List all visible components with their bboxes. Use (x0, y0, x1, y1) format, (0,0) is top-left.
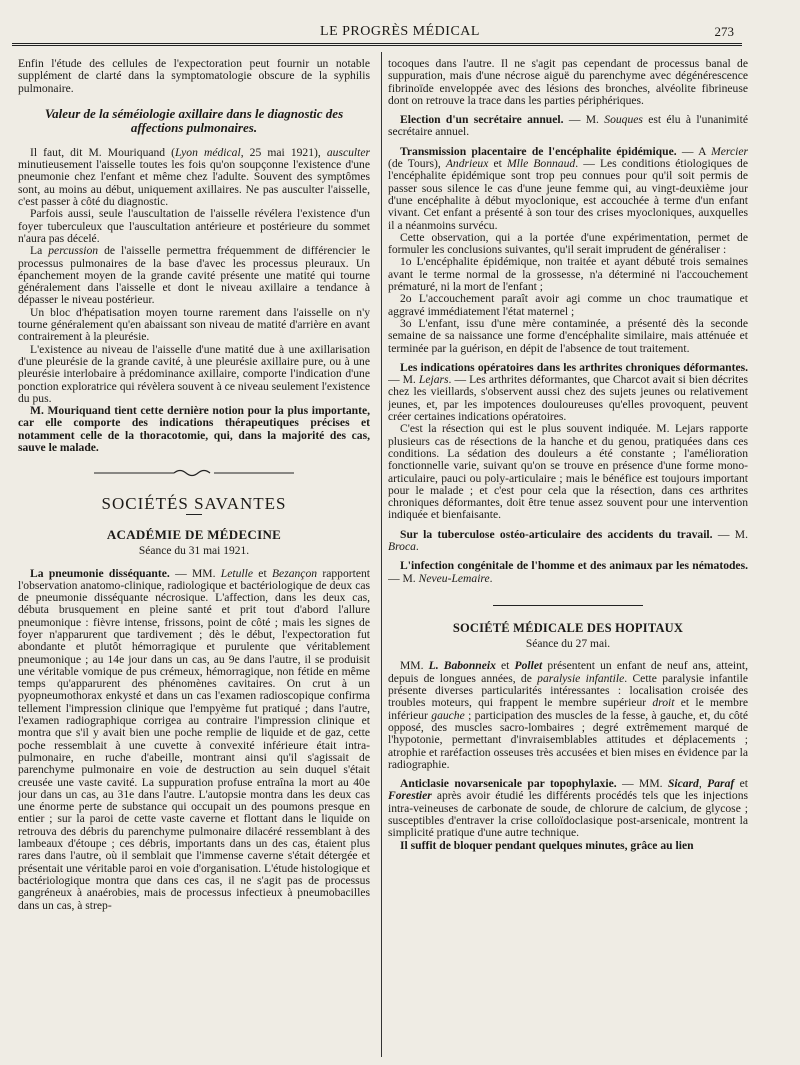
right-column (388, 58, 748, 1058)
ornament-divider (18, 468, 370, 481)
article-encephalite: Transmission placentaire de l'encéphalite épidémique. — A Mercier (de Tours), Andrieux et Mlle Bonnaud. — Les conditions étiologiques de l'encéphalite épidémique sont trop peu connues pour qu'il soit permis de passer sous silence le cas d'une jeune femme qui, au vingt-deuxième jour d'une encéphalite à début myoclonique, est accouchée à terme d'un enfant vivant. Cet enfant a présenté à son tour des crises myocloniques, auxquelles il a néanmoins survécu. (388, 144, 748, 232)
header-rule (12, 43, 742, 46)
conclusion-2: 2o L'accouchement paraît avoir agi comme un choc traumatique et aggravé immédiatement l'état maternel ; (388, 292, 748, 318)
page-number: 273 (714, 24, 734, 39)
societies-title: SOCIÉTÉS SAVANTES (101, 493, 287, 513)
article-pneumonie: La pneumonie disséquante. — MM. Letulle et Bezançon rapportent l'observation anatomo-clinique, radiologique et bactériologique de deux cas de pneumonie disséquante nécrosique. L'affection, dans les deux cas, débuta brusquement en pleine santé et prit tout d'abord l'allure pneumonique : fièvre intense, frissons, point de côté ; mais les signes de foyer n'apparurent que tardivement ; dès le début, l'expectoration fut abondante et plutôt hémorragique et purulente que véritablement pneumonique ; au 14e jour dans un cas, au 9e dans l'autre, il se produisit une véritable vomique de pus crémeux, hémorragique, non fétide en même temps qu'apparurent des phénomènes cavitaires. On crut à un pyopneumothorax enkysté et dans un cas l'examen radioscopique confirma tellement l'impression clinique que l'empyème fut pratiqué ; dans l'autre, l'examen radiographique corrigea au contraire l'impression clinique et montra que s'il y avait bien une poche remplie de liquide et de gaz, cette poche ressemblait à une cuvette à convexité inférieure était intra-pulmonaire, en ruche d'abeille, montrant ainsi qu'il s'agissait de parenchyme pulmonaire en voie de destruction au sein duquel s'était creusée une vaste cavité. La suppuration profuse entraîna la mort au 40e jour dans un cas, au 31e dans l'autre. L'autopsie montra dans les deux cas une énorme perte de substance qui occupait un des poumons presque en entier ; sur la paroi de cette vaste caverne et flottant dans le liquide on retrouva des débris du parenchyme pulmonaire dilacéré ressemblant à des lambeaux d'étoupe ; ces débris, importants dans un des cas, étaient plus rares dans l'autre, où il semblait que l'immense caverne s'était détergée et présentait une véritable paroi en voie d'organisation. L'étude histologique et bactériologique montra que dans ces cas, il ne s'agit pas de processus gangréneux à anaérobies, mais de processus infectieux à pneumobacilles dans un cas, à strep- (18, 566, 370, 912)
paragraph-continuation: tocoques dans l'autre. Il ne s'agit pas cependant de processus banal de suppuration, mais d'une nécrose aiguë du parenchyme avec dégénérescence fibrinoïde enveloppée avec des lésions des bronches, alvéolite fibrineuse dont on retrouve la trace dans les parties périphériques. (388, 58, 748, 107)
article-anticlasie: Anticlasie novarsenicale par topophylaxie. — MM. Sicard, Paraf et Forestier après avoir étudié les différents procédés tels que les injections intra-veineuses de carbonate de soude, de chlorure de calcium, de glycose ; susceptibles d'entraver la crise colloïdoclasique post-arsenicale, montrent la simplicité pratique d'une autre technique. (388, 777, 748, 840)
paragraph: C'est la résection qui est le plus souvent indiquée. M. Lejars rapporte plusieurs cas de résections de la hanche et du genou, pratiquées dans ces conditions. La sédation des douleurs a été constante ; l'amélioration fonctionnelle varie, suivant qu'on se trouve en présence d'une forme mono-articulaire, pauci ou poly-articulaire ; mais le bénéfice est toujours important pour le malade ; et c'est pour cela que la résection, dans ces arthrites chroniques déformantes, doit être tenue assez souvent pour une intervention indiquée et bienfaisante. (388, 422, 748, 522)
article-infection: L'infection congénitale de l'homme et des animaux par les nématodes. — M. Neveu-Lemaire. (388, 559, 748, 585)
left-column (18, 58, 370, 1061)
article-election: Election d'un secrétaire annuel. — M. Souques est élu à l'unanimité secrétaire annuel. (388, 113, 748, 139)
seance-date: Séance du 31 mai 1921. (138, 545, 250, 558)
short-rule (186, 514, 202, 515)
paragraph: Cette observation, qui a la portée d'une expérimentation, permet de formuler les conclusions suivantes, qu'il serait imprudent de généraliser : (388, 230, 748, 257)
academy-title: ACADÉMIE DE MÉDECINE (106, 526, 282, 542)
paragraph: L'existence au niveau de l'aisselle d'une matité due à une axillarisation d'une pleurésie de la grande cavité, à une pleurésie axillaire pure, ou à une pleurésie interlobaire à prédominance axillaire, comporte l'indication d'une ponction exploratrice qui révèlera souvent à ce niveau seulement l'existence du pus. (18, 342, 370, 405)
paragraph: Parfois aussi, seule l'auscultation de l'aisselle révélera l'existence d'un foyer tuberculeux que l'auscultation antérieure et postérieure du sommet n'aura pas décelé. (18, 207, 370, 245)
seance-date: Séance du 27 mai. (525, 638, 611, 651)
paragraph: Un bloc d'hépatisation moyen tourne rarement dans l'aisselle on n'y tourne généralement qu'en abaissant son niveau de matité d'arrière en avant contrairement à la pleurésie. (18, 305, 370, 344)
journal-title: LE PROGRÈS MÉDICAL (320, 24, 480, 39)
article-tuberculose: Sur la tuberculose ostéo-articulaire des accidents du travail. — M. Broca. (388, 527, 748, 553)
section-divider (493, 605, 643, 606)
intro-paragraph: Enfin l'étude des cellules de l'expectoration peut fournir un notable supplément de clarté dans la symptomatologie obscure de la syphilis pulmonaire. (18, 58, 370, 95)
column-divider (381, 52, 382, 1057)
article-paralysie: MM. L. Babonneix et Pollet présentent un enfant de neuf ans, atteint, depuis de longues années, de paralysie infantile. Cette paralysie infantile présente diverses particularités intéressantes : localisation croisée des troubles moteurs, qui frappent le membre supérieur droit et le membre inférieur gauche ; participation des muscles de la fesse, à gauche, et, du côté opposé, des muscles sacro-lombaires ; degré extrêmement marqué de l'hypotonie, permettant d'invraisemblables attitudes et déplacements ; atrophie et raréfaction osseuses très accusées et bien mises en évidence par la radiographie. (388, 659, 748, 771)
hopitaux-title: SOCIÉTÉ MÉDICALE DES HOPITAUX (452, 620, 684, 635)
conclusion-3: 3o L'enfant, issu d'une mère contaminée, a présenté dès la seconde semaine de sa naissance une forme d'encéphalite similaire, mais atténuée et terminée par la guérison, en dépit de l'absence de tout traitement. (388, 316, 748, 355)
conclusion-1: 1o L'encéphalite épidémique, non traitée et ayant débuté trois semaines avant le terme normal de la grossesse, n'a déterminé ni l'accouchement prématuré, ni la mort de l'enfant ; (388, 255, 748, 294)
paragraph: Il faut, dit M. Mouriquand (Lyon médical, 25 mai 1921), ausculter minutieusement l'aisselle toutes les fois qu'on soupçonne l'existence d'une pneumonie chez l'enfant et même chez l'adulte. Souvent des symptômes sont, au moins au début, uniquement axillaires. Ne pas ausculter l'aisselle, c'est passer à côté du diagnostic. (18, 145, 370, 209)
paragraph: Il suffit de bloquer pendant quelques minutes, grâce au lien (400, 838, 694, 852)
article-arthrites: Les indications opératoires dans les arthrites chroniques déformantes. — M. Lejars. — Les arthrites déformantes, que Charcot avait si bien décrites chez les vieillards, s'observent aussi chez des sujets jeunes ou relativement jeunes, et, par les impotences douloureuses qu'elles provoquent, peuvent créer certaines indications opératoires. (388, 360, 748, 424)
paragraph-conclusion: M. Mouriquand tient cette dernière notion pour la plus importante, car elle comporte des indications thérapeutiques précises et notamment celle de la thoracotomie, qui, dans la majorité des cas, sauve le malade. (18, 404, 370, 455)
paragraph: La percussion de l'aisselle permettra fréquemment de différencier le processus pulmonaires de la base d'avec les processus pleuraux. Un épanchement moyen de la grande cavité présente une matité qui tourne généralement dans l'aisselle et dont le niveau axillaire a tendance à dépasser le niveau postérieur. (18, 244, 370, 307)
section-title-axillaire: Valeur de la séméiologie axillaire dans le diagnostic des affections pulmonaires. (44, 105, 344, 135)
page-header (0, 20, 800, 44)
